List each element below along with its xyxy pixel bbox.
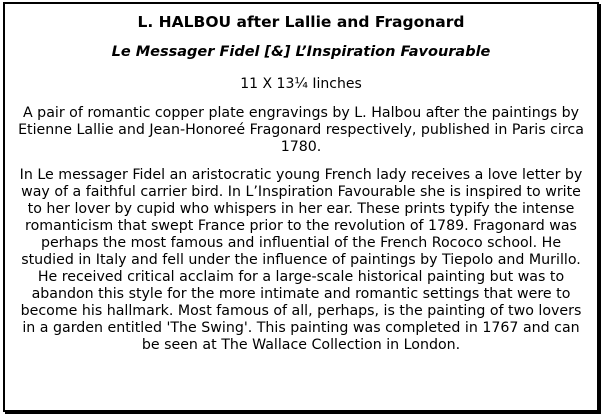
intro-paragraph: A pair of romantic copper plate engravings by L. Halbou after the paintings by Etienne Lallie and Jean-Honoreé Fragonard respectively, published in Paris circa 1780.	[18, 105, 584, 155]
detail-paragraph: In Le messager Fidel an aristocratic young French lady receives a love letter by way of a faithful carrier bird. In L’Inspiration Favourable she is inspired to write to her lover by cupid who whispers in her ear. These prints typify the intense romanticism that swept France prior to the revolution of 1789. Fragonard was perhaps the most famous and influential of the French Rococo school. He studied in Italy and fell under the influence of paintings by Tiepolo and Murillo. He received critical acclaim for a large-scale historical painting but was to abandon this style for the more intimate and romantic settings that were to become his hallmark. Most famous of all, perhaps, is the painting of two lovers in a garden entitled 'The Swing'. This painting was completed in 1767 and can be seen at The Wallace Collection in London.	[19, 167, 583, 353]
print-title: L. HALBOU after Lallie and Fragonard	[137, 13, 465, 31]
print-subtitle: Le Messager Fidel [&] L’Inspiration Favourable	[111, 44, 491, 60]
description-card	[3, 2, 599, 412]
print-size: 11 X 13¼ Iinches	[240, 76, 362, 92]
